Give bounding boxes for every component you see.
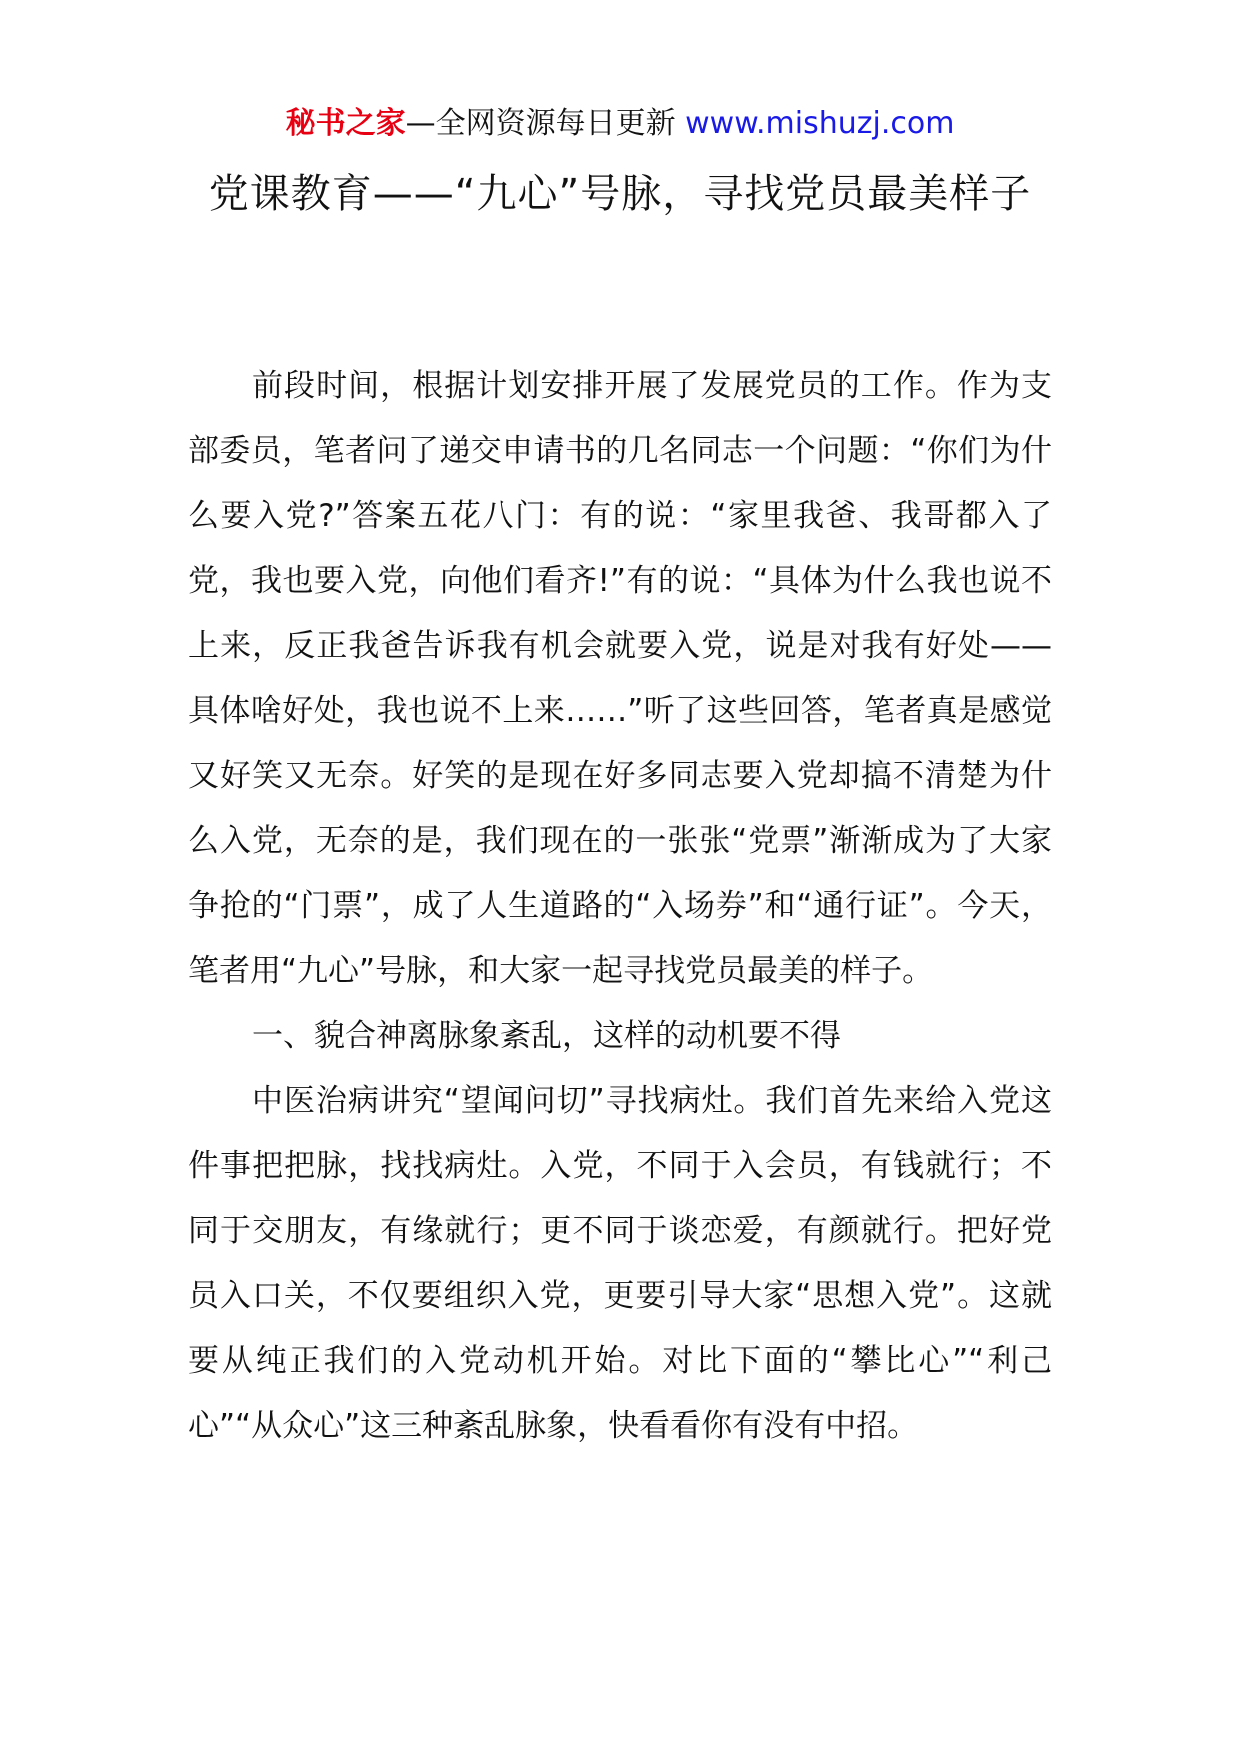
intro-paragraph: 前段时间，根据计划安排开展了发展党员的工作。作为支部委员，笔者问了递交申请书的几名同志一个问题：“你们为什么要入党?”答案五花八门：有的说：“家里我爸、我哥都入了党，我也要入党，向他们看齐!”有的说：“具体为什么我也说不上来，反正我爸告诉我有机会就要入党，说是对我有好处——具体啥好处，我也说不上来……”听了这些回答，笔者真是感觉又好笑又无奈。好笑的是现在好多同志要入党却搞不清楚为什么入党，无奈的是，我们现在的一张张“党票”渐渐成为了大家争抢的“门票”，成了人生道路的“入场券”和“通行证”。今天，笔者用“九心”号脉，和大家一起寻找党员最美的样子。 <box>188 368 1052 989</box>
brand-name: 秘书之家 <box>285 106 406 141</box>
document-body <box>188 354 1052 1459</box>
site-header <box>0 104 1240 144</box>
site-url-link[interactable]: www.mishuzj.com <box>685 106 955 141</box>
section-paragraph: 中医治病讲究“望闻问切”寻找病灶。我们首先来给入党这件事把把脉，找找病灶。入党，不同于入会员，有钱就行；不同于交朋友，有缘就行；更不同于谈恋爱，有颜就行。把好党员入口关，不仅要组织入党，更要引导大家“思想入党”。这就要从纯正我们的入党动机开始。对比下面的“攀比心”“利己心”“从众心”这三种紊乱脉象，快看看你有没有中招。 <box>188 1083 1052 1444</box>
document-title: 党课教育——“九心”号脉，寻找党员最美样子 <box>208 171 1032 217</box>
header-slogan: —全网资源每日更新 <box>405 106 676 141</box>
section-heading: 一、貌合神离脉象紊乱，这样的动机要不得 <box>252 1018 841 1054</box>
